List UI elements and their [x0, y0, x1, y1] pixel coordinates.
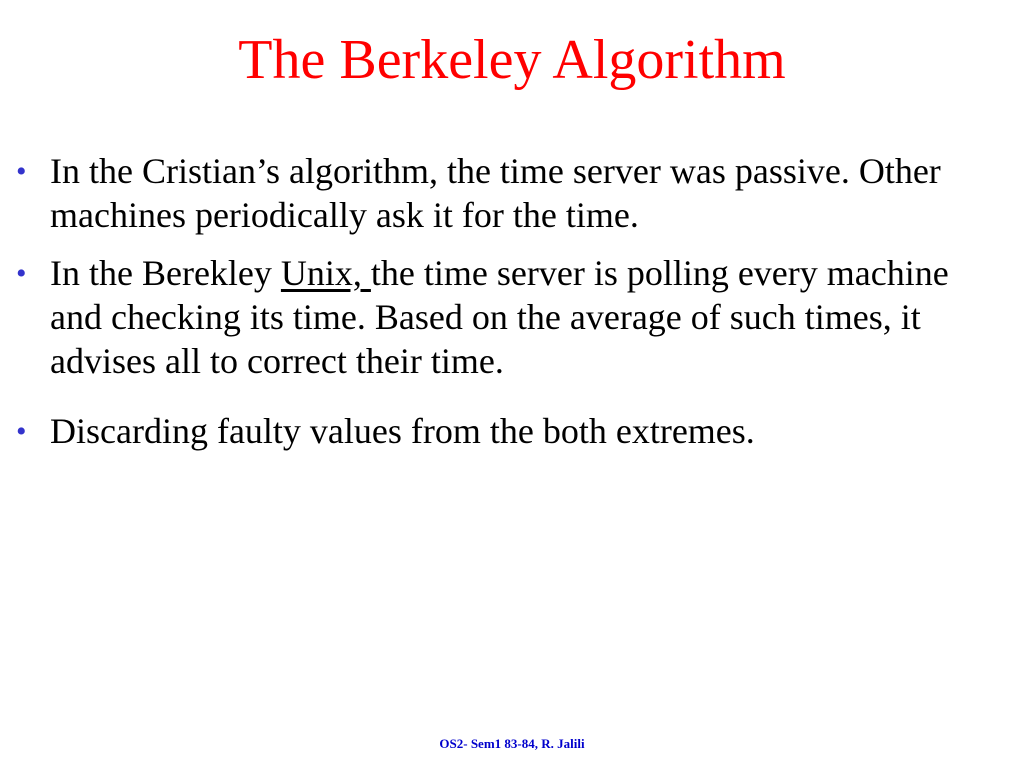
bullet-text: In the Cristian’s algorithm, the time server was passive. Other machines periodically ask it for the time.: [50, 151, 941, 235]
bullet-item: [0, 252, 1024, 384]
bullet-text-after: the time server is polling every machine and checking its time. Based on the average of such times, it advises all to correct their time.: [50, 252, 949, 381]
bullet-icon: •: [16, 256, 27, 290]
bullet-text: Discarding faulty values from the both extremes.: [50, 410, 755, 451]
bullet-list: [0, 150, 1024, 467]
underlined-term: Unix,: [280, 252, 371, 293]
bullet-item: [0, 410, 1024, 454]
slide-title: The Berkeley Algorithm: [238, 29, 786, 91]
bullet-icon: •: [16, 414, 27, 448]
bullet-text-before: In the Berekley: [50, 252, 281, 293]
bullet-item: [0, 150, 1024, 238]
slide-footer: OS2- Sem1 83-84, R. Jalili: [439, 736, 585, 751]
bullet-icon: •: [16, 155, 27, 188]
